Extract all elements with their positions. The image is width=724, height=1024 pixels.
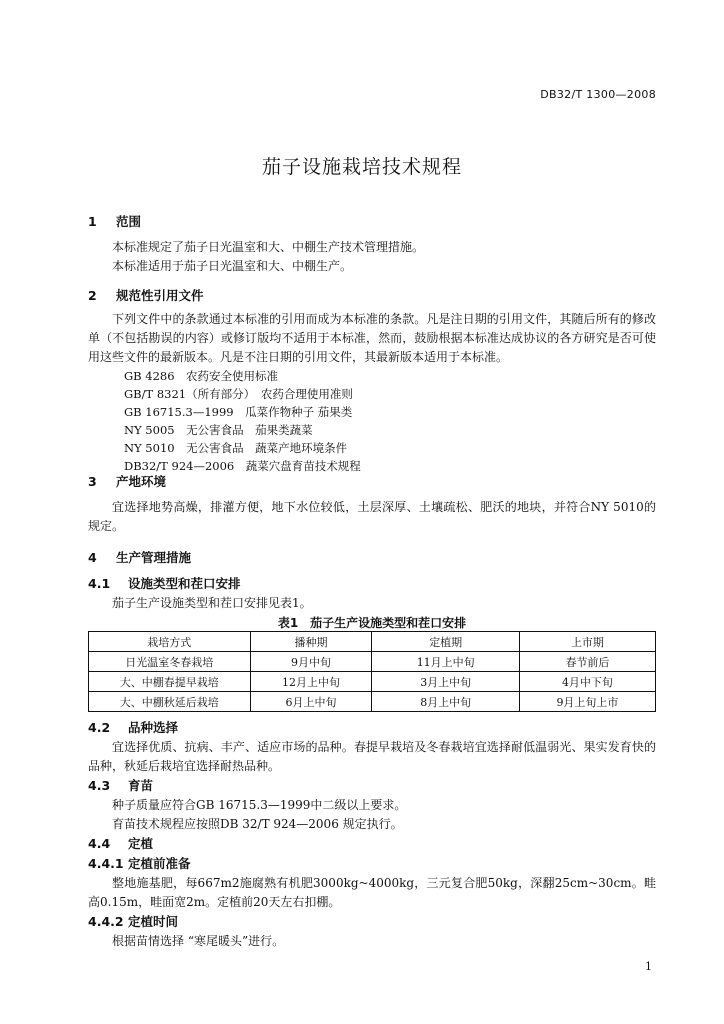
reference-item: NY 5005 无公害食品 茄果类蔬菜 xyxy=(124,423,313,437)
section-heading xyxy=(88,776,656,796)
section-number: 2 xyxy=(88,288,97,303)
reference-item: DB32/T 924—2006 蔬菜穴盘育苗技术规程 xyxy=(124,459,361,473)
table-caption: 表1 茄子生产设施类型和茬口安排 xyxy=(277,616,467,630)
table-header-row xyxy=(89,632,656,652)
header-cell: 栽培方式 xyxy=(89,632,251,652)
section-4-1 xyxy=(88,574,656,613)
section-heading xyxy=(88,912,656,932)
planting-schedule-table xyxy=(88,631,656,712)
header-cell: 定植期 xyxy=(372,632,519,652)
section-heading xyxy=(88,834,656,854)
section-number: 4.4.1 xyxy=(88,856,124,871)
section-4 xyxy=(88,548,656,568)
section-number: 1 xyxy=(88,214,97,229)
table-cell: 日光温室冬春栽培 xyxy=(89,652,251,672)
table-cell: 9月中旬 xyxy=(250,652,372,672)
paragraph: 下列文件中的条款通过本标准的引用而成为本标准的条款。凡是注日期的引用文件，其随后所有的修改单（不包括勘误的内容）或修订版均不适用于本标准，然而，鼓励根据本标准达成协议的各方研究是否可使用这些文件的最新版本。凡是不注日期的引用文件，其最新版本适用于本标准。 xyxy=(88,312,656,364)
section-4-4-1 xyxy=(88,854,656,912)
section-title: 育苗 xyxy=(128,778,154,793)
section-title: 定植时间 xyxy=(128,914,179,929)
table-cell: 3月上中旬 xyxy=(372,672,519,692)
section-1 xyxy=(88,212,656,276)
section-4-2 xyxy=(88,718,656,776)
table-cell: 6月上中旬 xyxy=(250,692,372,712)
section-2 xyxy=(88,286,656,475)
section-heading xyxy=(88,472,656,492)
section-title: 产地环境 xyxy=(116,474,167,489)
table-row xyxy=(89,672,656,692)
reference-item: GB/T 8321（所有部分） 农药合理使用准则 xyxy=(124,387,353,401)
section-number: 4.4.2 xyxy=(88,914,124,929)
section-number: 4.1 xyxy=(88,576,111,591)
section-heading xyxy=(88,212,656,232)
table-cell: 12月上中旬 xyxy=(250,672,372,692)
table-row xyxy=(89,692,656,712)
section-number: 4.4 xyxy=(88,836,111,851)
section-title: 生产管理措施 xyxy=(116,550,192,565)
paragraph: 宜选择优质、抗病、丰产、适应市场的品种。春提早栽培及冬春栽培宜选择耐低温弱光、果实发育快的品种，秋延后栽培宜选择耐热品种。 xyxy=(88,740,656,773)
section-heading xyxy=(88,718,656,738)
page-number: 1 xyxy=(645,960,652,973)
table-cell: 大、中棚春提早栽培 xyxy=(89,672,251,692)
paragraph: 宜选择地势高燥，排灌方便，地下水位较低，土层深厚、土壤疏松、肥沃的地块，并符合NY 5010的规定。 xyxy=(88,500,656,533)
paragraph: 根据苗情选择 “寒尾暖头”进行。 xyxy=(112,934,285,948)
section-number: 3 xyxy=(88,474,97,489)
section-number: 4 xyxy=(88,550,97,565)
section-4-3 xyxy=(88,776,656,834)
section-number: 4.2 xyxy=(88,720,111,735)
paragraph: 茄子生产设施类型和茬口安排见表1。 xyxy=(112,596,312,610)
table-cell: 大、中棚秋延后栽培 xyxy=(89,692,251,712)
paragraph: 本标准适用于茄子日光温室和大、中棚生产。 xyxy=(112,259,353,273)
section-heading xyxy=(88,548,656,568)
section-title: 品种选择 xyxy=(128,720,179,735)
section-title: 范围 xyxy=(116,214,142,229)
paragraph: 本标准规定了茄子日光温室和大、中棚生产技术管理措施。 xyxy=(112,240,425,254)
section-3 xyxy=(88,472,656,536)
section-heading xyxy=(88,854,656,874)
table-cell: 9月上旬上市 xyxy=(519,692,655,712)
section-number: 4.3 xyxy=(88,778,111,793)
document-title: 茄子设施栽培技术规程 xyxy=(261,156,462,178)
section-4-4 xyxy=(88,834,656,854)
section-title: 设施类型和茬口安排 xyxy=(128,576,241,591)
table-cell: 春节前后 xyxy=(519,652,655,672)
paragraph: 整地施基肥，每667m2施腐熟有机肥3000kg~4000kg，三元复合肥50kg，深翻25cm~30cm。畦高0.15m，畦面宽2m。定植前20天左右扣棚。 xyxy=(88,876,656,909)
reference-item: GB 4286 农药安全使用标准 xyxy=(124,369,279,383)
table-cell: 8月上中旬 xyxy=(372,692,519,712)
header-cell: 播种期 xyxy=(250,632,372,652)
section-heading xyxy=(88,574,656,594)
reference-item: GB 16715.3—1999 瓜菜作物种子 茄果类 xyxy=(124,405,353,419)
section-title: 规范性引用文件 xyxy=(116,288,204,303)
table-cell: 4月中下旬 xyxy=(519,672,655,692)
table-row xyxy=(89,652,656,672)
table-cell: 11月上中旬 xyxy=(372,652,519,672)
paragraph: 育苗技术规程应按照DB 32/T 924—2006 规定执行。 xyxy=(112,817,403,831)
standard-code: DB32/T 1300—2008 xyxy=(540,88,656,101)
header-cell: 上市期 xyxy=(519,632,655,652)
section-title: 定植前准备 xyxy=(128,856,191,871)
section-heading xyxy=(88,286,656,306)
section-4-4-2 xyxy=(88,912,656,951)
reference-item: NY 5010 无公害食品 蔬菜产地环境条件 xyxy=(124,441,348,455)
paragraph: 种子质量应符合GB 16715.3—1999中二级以上要求。 xyxy=(112,798,407,812)
section-title: 定植 xyxy=(128,836,154,851)
